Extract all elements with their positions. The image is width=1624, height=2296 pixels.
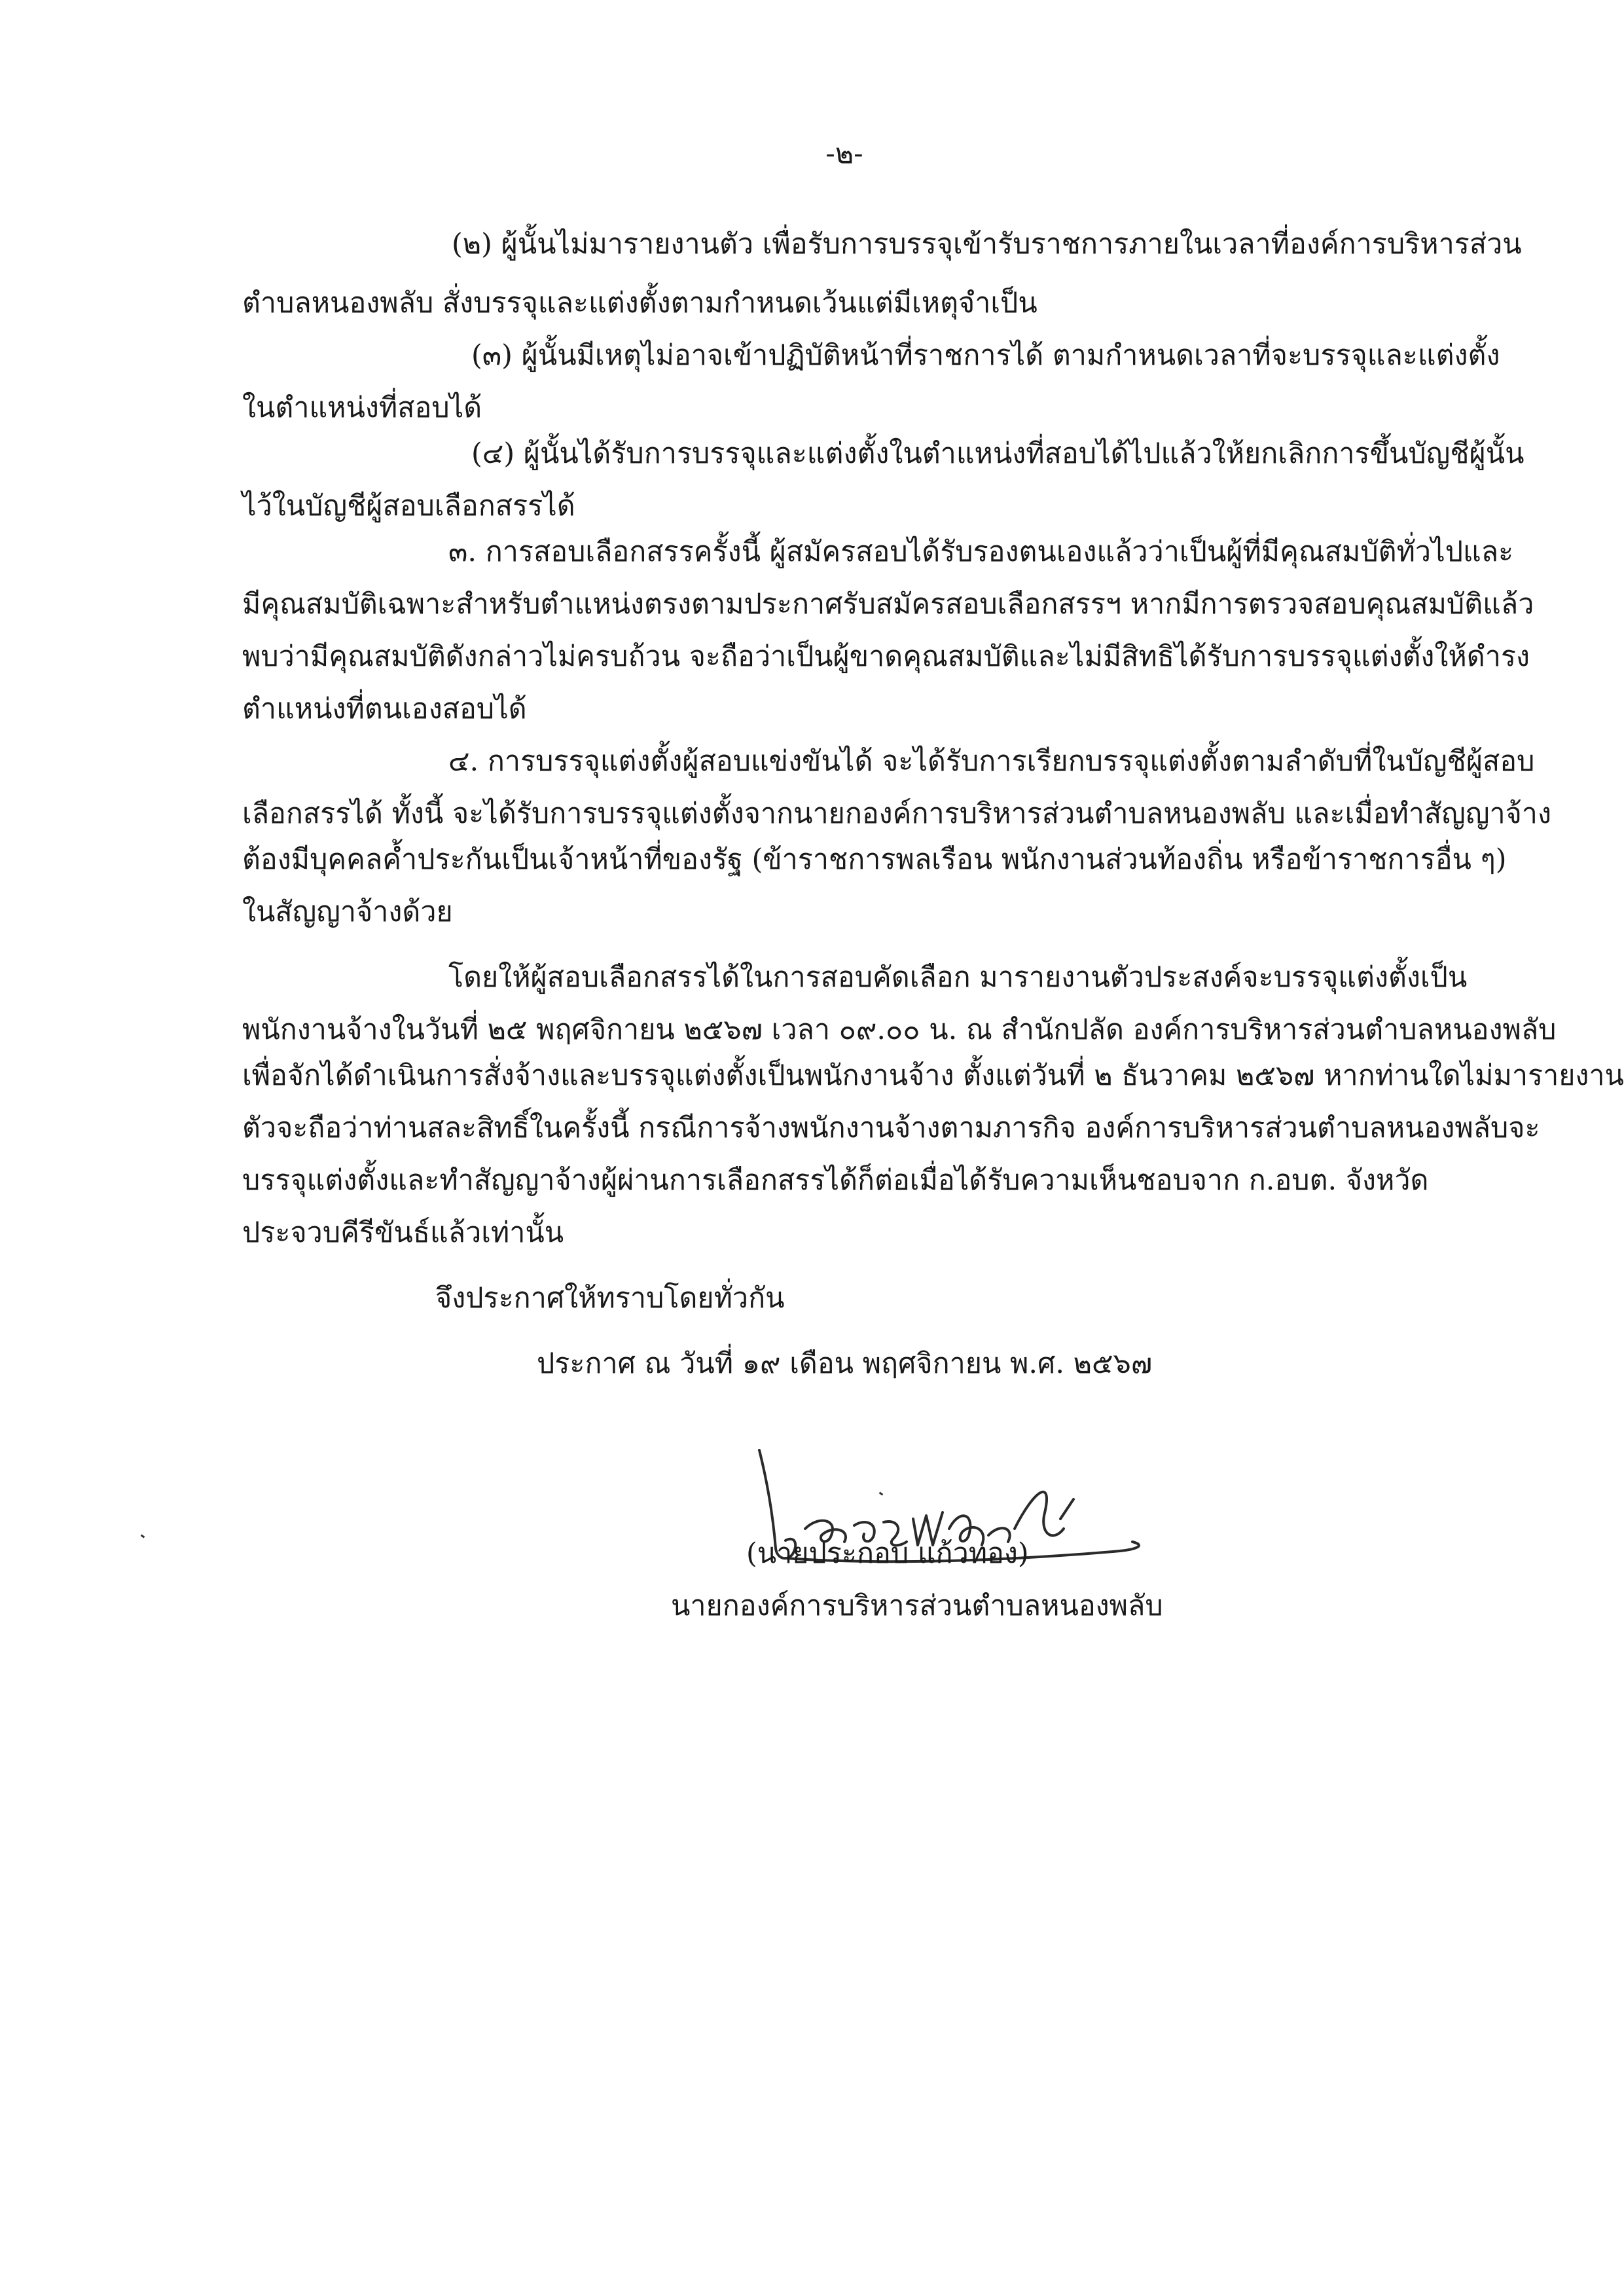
clause-3-line-1: (๓) ผู้นั้นมีเหตุไม่อาจเข้าปฏิบัติหน้าที่ราชการได้ ตามกำหนดเวลาที่จะบรรจุและแต่งตั้ง [471, 339, 1500, 372]
clause-4-line-2: ไว้ในบัญชีผู้สอบเลือกสรรได้ [242, 490, 575, 522]
report-paragraph-line-6: ประจวบคีรีขันธ์แล้วเท่านั้น [242, 1216, 564, 1249]
section-3-line-4: ตำแหน่งที่ตนเองสอบได้ [242, 693, 527, 725]
report-paragraph-line-1: โดยให้ผู้สอบเลือกสรรได้ในการสอบคัดเลือก มารายงานตัวประสงค์จะบรรจุแต่งตั้งเป็น [448, 961, 1468, 994]
section-3-line-1: ๓. การสอบเลือกสรรครั้งนี้ ผู้สมัครสอบได้รับรองตนเองแล้วว่าเป็นผู้ที่มีคุณสมบัติทั่วไปและ [448, 536, 1514, 568]
section-3-line-2: มีคุณสมบัติเฉพาะสำหรับตำแหน่งตรงตามประกาศรับสมัครสอบเลือกสรรฯ หากมีการตรวจสอบคุณสมบัติแล้ว [242, 588, 1534, 621]
report-paragraph-line-3: เพื่อจักได้ดำเนินการสั่งจ้างและบรรจุแต่งตั้งเป็นพนักงานจ้าง ตั้งแต่วันที่ ๒ ธันวาคม ๒๕๖๗ หากท่านใดไม่มารายงาน [242, 1059, 1624, 1092]
clause-3-line-2: ในตำแหน่งที่สอบได้ [242, 392, 482, 424]
section-3-line-3: พบว่ามีคุณสมบัติดังกล่าวไม่ครบถ้วน จะถือว่าเป็นผู้ขาดคุณสมบัติและไม่มีสิทธิได้รับการบรรจุแต่งตั้งให้ดำรง [242, 640, 1530, 673]
section-4-line-4: ในสัญญาจ้างด้วย [242, 896, 453, 928]
announcement-date: ประกาศ ณ วันที่ ๑๙ เดือน พฤศจิกายน พ.ศ. ๒๕๖๗ [537, 1347, 1153, 1380]
clause-2-line-1: (๒) ผู้นั้นไม่มารายงานตัว เพื่อรับการบรรจุเข้ารับราชการภายในเวลาที่องค์การบริหารส่วน [452, 228, 1522, 261]
report-paragraph-line-4: ตัวจะถือว่าท่านสละสิทธิ์ในครั้งนี้ กรณีการจ้างพนักงานจ้างตามภารกิจ องค์การบริหารส่วนตำบลหนองพลับจะ [242, 1112, 1540, 1144]
report-paragraph-line-2: พนักงานจ้างในวันที่ ๒๕ พฤศจิกายน ๒๕๖๗ เวลา ๐๙.๐๐ น. ณ สำนักปลัด องค์การบริหารส่วนตำบลหนองพลับ [242, 1013, 1557, 1046]
clause-4-line-1: (๔) ผู้นั้นได้รับการบรรจุและแต่งตั้งในตำแหน่งที่สอบได้ไปแล้วให้ยกเลิกการขึ้นบัญชีผู้นั้น [471, 437, 1525, 470]
signatory-title: นายกองค์การบริหารส่วนตำบลหนองพลับ [671, 1590, 1163, 1622]
section-4-line-2: เลือกสรรได้ ทั้งนี้ จะได้รับการบรรจุแต่งตั้งจากนายกองค์การบริหารส่วนตำบลหนองพลับ และเมื่อทำสัญญาจ้าง [242, 797, 1551, 830]
clause-2-line-2: ตำบลหนองพลับ สั่งบรรจุและแต่งตั้งตามกำหนดเว้นแต่มีเหตุจำเป็น [242, 287, 1038, 319]
announcement-statement: จึงประกาศให้ทราบโดยทั่วกัน [435, 1282, 785, 1315]
section-4-line-1: ๔. การบรรจุแต่งตั้งผู้สอบแข่งขันได้ จะได้รับการเรียกบรรจุแต่งตั้งตามลำดับที่ในบัญชีผู้สอบ [448, 745, 1535, 778]
scan-speck [141, 1535, 145, 1539]
signatory-name: (นายประกอบ แก้วทอง) [746, 1537, 1029, 1570]
page-number: -๒- [825, 137, 863, 170]
report-paragraph-line-5: บรรจุแต่งตั้งและทำสัญญาจ้างผู้ผ่านการเลือกสรรได้ก็ต่อเมื่อได้รับความเห็นชอบจาก ก.อบต. จังหวัด [242, 1164, 1429, 1197]
section-4-line-3: ต้องมีบุคคลค้ำประกันเป็นเจ้าหน้าที่ของรัฐ (ข้าราชการพลเรือน พนักงานส่วนท้องถิ่น หรือข้าราชการอื่น ๆ) [242, 843, 1507, 876]
